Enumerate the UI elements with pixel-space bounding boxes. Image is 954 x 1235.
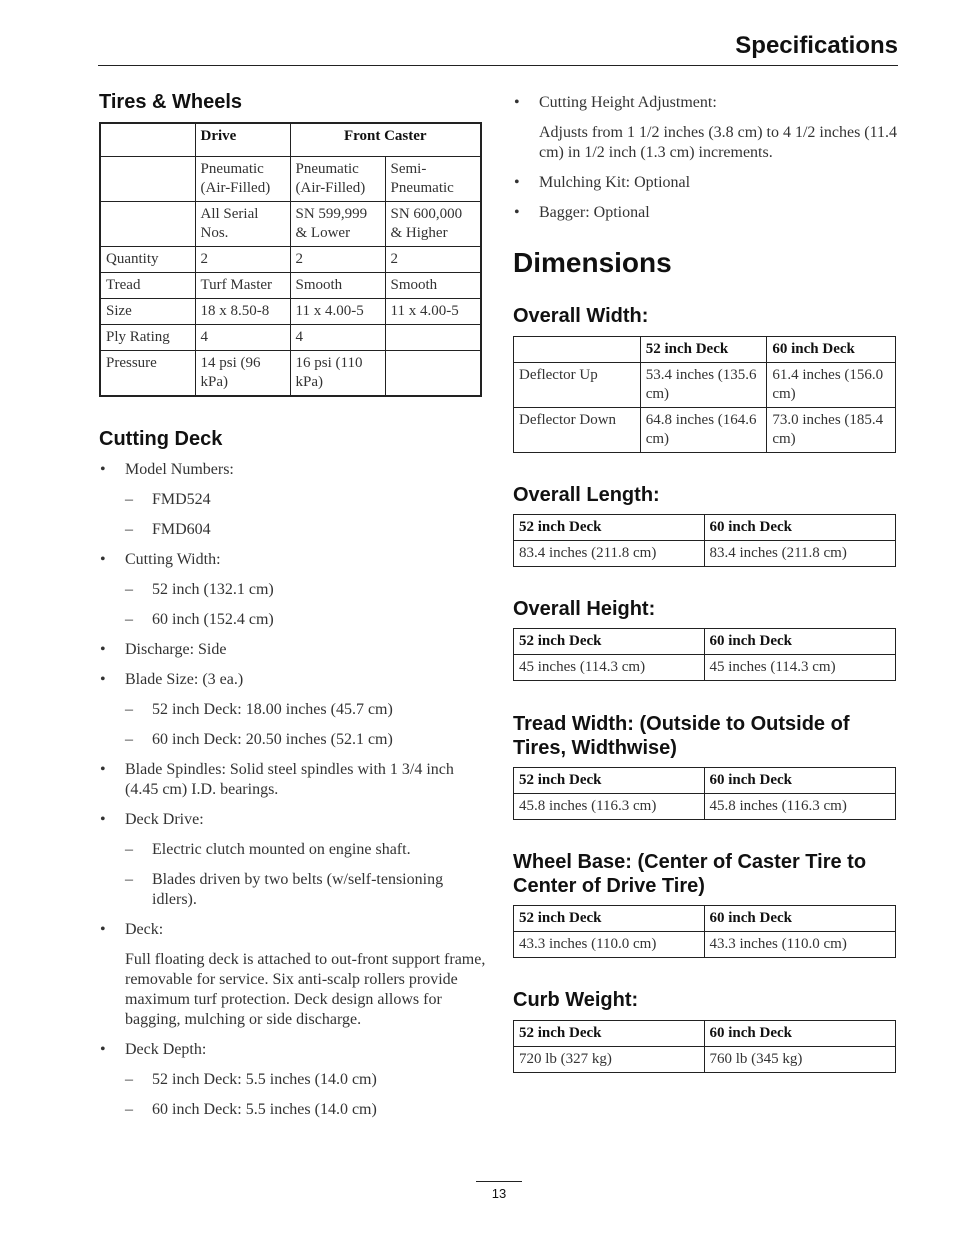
table-row xyxy=(514,408,896,453)
list-item-text: Blades driven by two belts (w/self-tensioning idlers). xyxy=(152,871,444,908)
table-cell: 64.8 inches (164.6 cm) xyxy=(640,408,767,453)
table-header-60: 60 inch Deck xyxy=(704,768,896,794)
list-item xyxy=(98,1070,488,1090)
curb-weight-heading: Curb Weight: xyxy=(513,989,639,1011)
table-row xyxy=(514,794,896,820)
table-cell: 11 x 4.00-5 xyxy=(290,298,385,324)
list-item-text: Cutting Width: xyxy=(125,551,221,568)
list-item xyxy=(512,93,902,113)
table-cell: Pressure xyxy=(100,350,195,396)
table-cell: Deflector Up xyxy=(514,363,641,408)
list-item xyxy=(98,520,488,540)
bullet-marker: • xyxy=(514,204,520,221)
bullet-marker: • xyxy=(100,461,106,478)
table-row xyxy=(100,350,481,396)
table-cell: 4 xyxy=(195,324,290,350)
overall-height-heading: Overall Height: xyxy=(513,598,656,620)
cutting-deck-heading: Cutting Deck xyxy=(99,428,223,450)
bullet-marker: • xyxy=(100,921,106,938)
table-header-52: 52 inch Deck xyxy=(514,629,705,655)
table-cell: 45.8 inches (116.3 cm) xyxy=(514,794,705,820)
table-cell: 83.4 inches (211.8 cm) xyxy=(514,541,705,567)
list-item-text: Deck Drive: xyxy=(125,811,204,828)
bullet-marker: • xyxy=(514,94,520,111)
dash-marker: – xyxy=(125,491,133,508)
bullet-marker: • xyxy=(100,551,106,568)
cutting-deck-list xyxy=(98,460,488,1130)
table-row xyxy=(100,272,481,298)
list-item xyxy=(98,870,488,910)
table-cell: Pneumatic (Air-Filled) xyxy=(195,156,290,201)
list-item xyxy=(98,550,488,570)
list-item xyxy=(98,760,488,800)
table-header-60: 60 inch Deck xyxy=(704,629,896,655)
tires-header-row xyxy=(100,123,481,156)
list-item xyxy=(98,700,488,720)
list-item-text: Mulching Kit: Optional xyxy=(539,174,691,191)
page-number: 13 xyxy=(491,1186,507,1201)
list-item xyxy=(98,460,488,480)
list-item-text: Electric clutch mounted on engine shaft. xyxy=(152,841,411,858)
list-item-text: 60 inch Deck: 5.5 inches (14.0 cm) xyxy=(152,1101,377,1118)
list-item xyxy=(512,173,902,193)
list-item xyxy=(98,840,488,860)
table-header-52: 52 inch Deck xyxy=(640,337,767,363)
list-item xyxy=(98,1100,488,1120)
tires-header-front-caster: Front Caster xyxy=(290,123,481,156)
table-cell xyxy=(100,156,195,201)
table-cell: 2 xyxy=(290,246,385,272)
table-row xyxy=(100,156,481,201)
overall-width-heading: Overall Width: xyxy=(513,305,649,327)
table-header-blank xyxy=(514,337,641,363)
wheel-base-table xyxy=(513,905,896,958)
table-cell: SN 599,999 & Lower xyxy=(290,201,385,246)
table-cell: 83.4 inches (211.8 cm) xyxy=(704,541,896,567)
table-cell: 2 xyxy=(385,246,481,272)
table-cell: 43.3 inches (110.0 cm) xyxy=(514,932,705,958)
table-cell: Smooth xyxy=(290,272,385,298)
list-item-text: Model Numbers: xyxy=(125,461,234,478)
table-cell: 61.4 inches (156.0 cm) xyxy=(767,363,896,408)
table-cell xyxy=(385,350,481,396)
table-cell: 11 x 4.00-5 xyxy=(385,298,481,324)
table-row xyxy=(100,324,481,350)
table-cell: Quantity xyxy=(100,246,195,272)
table-cell: Smooth xyxy=(385,272,481,298)
table-row xyxy=(100,201,481,246)
dash-marker: – xyxy=(125,841,133,858)
dash-marker: – xyxy=(125,1071,133,1088)
cutting-height-list xyxy=(512,93,902,233)
list-item xyxy=(512,203,902,223)
table-cell: 4 xyxy=(290,324,385,350)
table-header-60: 60 inch Deck xyxy=(704,515,896,541)
bullet-marker: • xyxy=(514,174,520,191)
table-cell: 760 lb (345 kg) xyxy=(704,1047,896,1073)
overall-height-table xyxy=(513,628,896,681)
list-item-text: Adjusts from 1 1/2 inches (3.8 cm) to 4 1/2 inches (11.4 cm) in 1/2 inch (1.3 cm) increments. xyxy=(539,124,898,161)
table-cell: 45 inches (114.3 cm) xyxy=(704,655,896,681)
tires-heading: Tires & Wheels xyxy=(99,91,243,113)
table-row xyxy=(100,298,481,324)
table-cell: Size xyxy=(100,298,195,324)
page-title: Specifications xyxy=(735,32,898,59)
table-header-60: 60 inch Deck xyxy=(767,337,896,363)
list-item-text: 60 inch Deck: 20.50 inches (52.1 cm) xyxy=(152,731,393,748)
list-item-text: Deck: xyxy=(125,921,164,938)
bullet-marker: • xyxy=(100,761,106,778)
table-row xyxy=(514,541,896,567)
list-item-text: 60 inch (152.4 cm) xyxy=(152,611,274,628)
table-cell: 14 psi (96 kPa) xyxy=(195,350,290,396)
list-item xyxy=(98,920,488,940)
table-row xyxy=(514,1047,896,1073)
list-item xyxy=(98,670,488,690)
table-header-60: 60 inch Deck xyxy=(704,1021,896,1047)
dash-marker: – xyxy=(125,521,133,538)
table-cell: Turf Master xyxy=(195,272,290,298)
table-row xyxy=(514,932,896,958)
list-item-text: 52 inch (132.1 cm) xyxy=(152,581,274,598)
table-header-52: 52 inch Deck xyxy=(514,906,705,932)
dimensions-heading: Dimensions xyxy=(513,247,672,278)
dash-marker: – xyxy=(125,611,133,628)
table-row xyxy=(514,655,896,681)
list-item-text: Blade Size: (3 ea.) xyxy=(125,671,244,688)
list-item xyxy=(98,610,488,630)
table-cell: 720 lb (327 kg) xyxy=(514,1047,705,1073)
page-number-rule xyxy=(476,1181,522,1182)
table-cell: 18 x 8.50-8 xyxy=(195,298,290,324)
bullet-marker: • xyxy=(100,811,106,828)
bullet-marker: • xyxy=(100,641,106,658)
table-cell: 45.8 inches (116.3 cm) xyxy=(704,794,896,820)
table-cell: Deflector Down xyxy=(514,408,641,453)
dash-marker: – xyxy=(125,731,133,748)
table-row xyxy=(100,246,481,272)
table-cell xyxy=(385,324,481,350)
tires-header-drive: Drive xyxy=(195,123,290,156)
tires-header-blank xyxy=(100,123,195,156)
table-header-60: 60 inch Deck xyxy=(704,906,896,932)
table-cell: 43.3 inches (110.0 cm) xyxy=(704,932,896,958)
tread-width-table xyxy=(513,767,896,820)
list-item xyxy=(98,640,488,660)
table-cell: Pneumatic (Air-Filled) xyxy=(290,156,385,201)
dash-marker: – xyxy=(125,581,133,598)
table-cell: 53.4 inches (135.6 cm) xyxy=(640,363,767,408)
bullet-marker: • xyxy=(100,1041,106,1058)
curb-weight-table xyxy=(513,1020,896,1073)
table-cell: 45 inches (114.3 cm) xyxy=(514,655,705,681)
table-cell: 16 psi (110 kPa) xyxy=(290,350,385,396)
list-item-text: 52 inch Deck: 5.5 inches (14.0 cm) xyxy=(152,1071,377,1088)
list-item xyxy=(98,730,488,750)
table-cell: Tread xyxy=(100,272,195,298)
list-item-text: 52 inch Deck: 18.00 inches (45.7 cm) xyxy=(152,701,393,718)
dash-marker: – xyxy=(125,1101,133,1118)
bullet-marker: • xyxy=(100,671,106,688)
tread-width-heading: Tread Width: (Outside to Outside of Tires, Widthwise) xyxy=(513,713,850,759)
list-item-text: FMD524 xyxy=(152,491,211,508)
table-cell: 73.0 inches (185.4 cm) xyxy=(767,408,896,453)
list-item-text: FMD604 xyxy=(152,521,211,538)
table-cell xyxy=(100,201,195,246)
table-cell: SN 600,000 & Higher xyxy=(385,201,481,246)
table-cell: All Serial Nos. xyxy=(195,201,290,246)
table-cell: Semi-Pneumatic xyxy=(385,156,481,201)
list-paragraph xyxy=(98,950,488,1030)
overall-length-heading: Overall Length: xyxy=(513,484,660,506)
list-item xyxy=(98,810,488,830)
dash-marker: – xyxy=(125,871,133,888)
list-item xyxy=(98,580,488,600)
tires-table xyxy=(99,122,482,397)
overall-length-table xyxy=(513,514,896,567)
list-item-text: Bagger: Optional xyxy=(539,204,650,221)
list-item-text: Discharge: Side xyxy=(125,641,227,658)
list-item xyxy=(98,490,488,510)
list-paragraph xyxy=(512,123,902,163)
table-cell: Ply Rating xyxy=(100,324,195,350)
list-item-text: Cutting Height Adjustment: xyxy=(539,94,717,111)
table-header-52: 52 inch Deck xyxy=(514,515,705,541)
table-header-52: 52 inch Deck xyxy=(514,768,705,794)
table-header-52: 52 inch Deck xyxy=(514,1021,705,1047)
table-header-row xyxy=(514,337,896,363)
list-item-text: Full floating deck is attached to out-front support frame, removable for service. Six anti-scalp rollers provide maximum turf protection. Deck design allows for bagging, mulching or side discharge. xyxy=(125,951,486,1028)
header-rule xyxy=(98,65,898,66)
wheel-base-heading: Wheel Base: (Center of Caster Tire to Center of Drive Tire) xyxy=(513,851,867,897)
list-item xyxy=(98,1040,488,1060)
list-item-text: Blade Spindles: Solid steel spindles with 1 3/4 inch (4.45 cm) I.D. bearings. xyxy=(125,761,454,798)
list-item-text: Deck Depth: xyxy=(125,1041,207,1058)
table-row xyxy=(514,363,896,408)
overall-width-table xyxy=(513,336,896,453)
dash-marker: – xyxy=(125,701,133,718)
table-cell: 2 xyxy=(195,246,290,272)
